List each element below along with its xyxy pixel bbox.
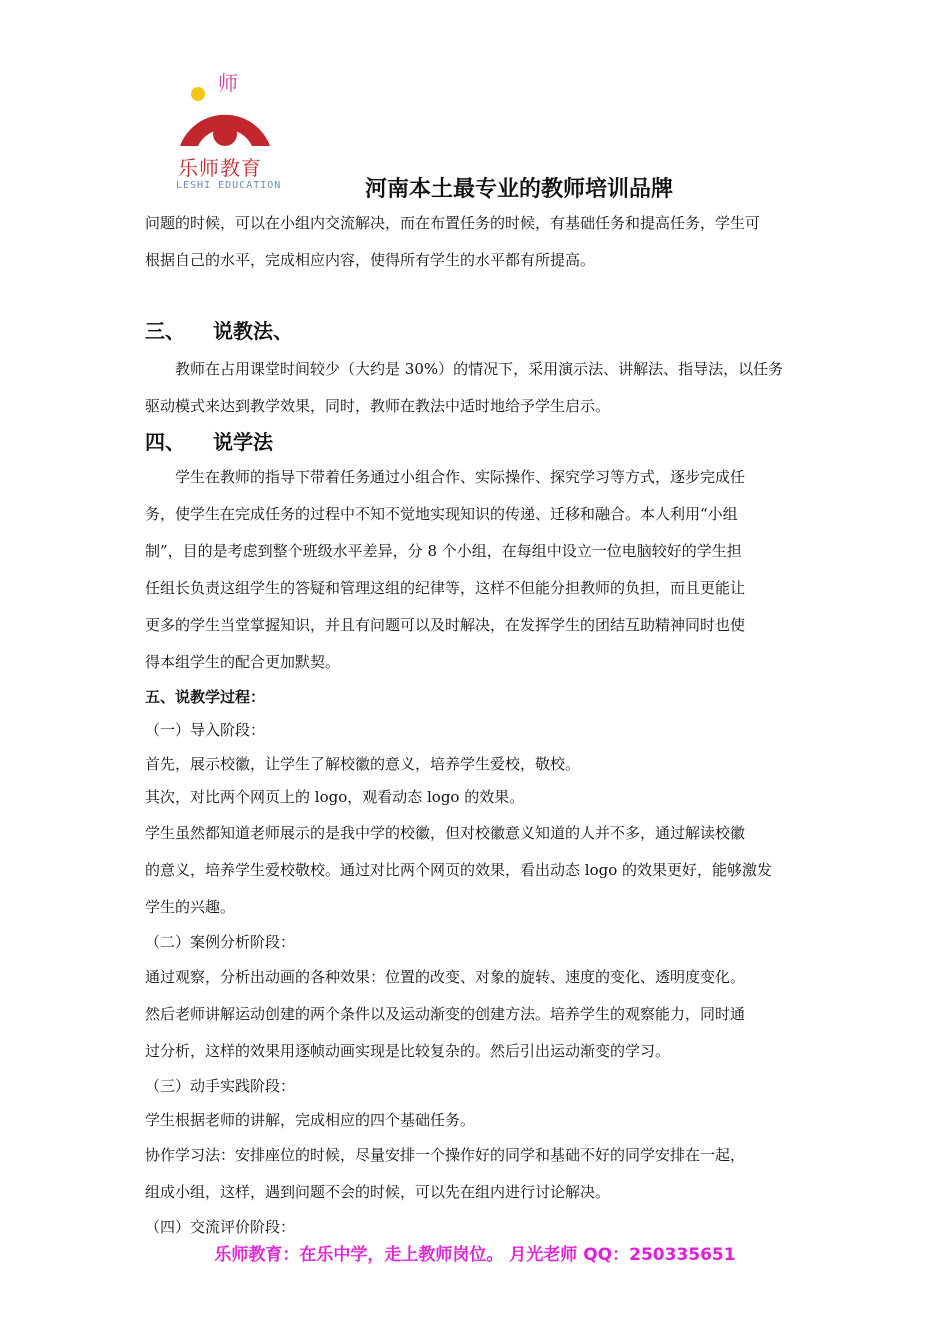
- stage-heading: （三）动手实践阶段：: [145, 1077, 296, 1095]
- stage-heading: （二）案例分析阶段：: [145, 932, 296, 951]
- logo-english: LESHI EDUCATION: [176, 180, 282, 191]
- paragraph-line: 根据自己的水平，完成相应内容，使得所有学生的水平都有所提高。: [145, 251, 596, 269]
- paragraph-line: 得本组学生的配合更加默契。: [145, 653, 341, 671]
- paragraph-line: 首先，展示校徽，让学生了解校徽的意义，培养学生爱校，敬校。: [145, 754, 581, 773]
- paragraph-line: 务，使学生在完成任务的过程中不知不觉地实现知识的传递、迁移和融合。本人利用“小组: [145, 505, 738, 523]
- logo-dot: [191, 87, 205, 101]
- paragraph-line: 学生在教师的指导下带着任务通过小组合作、实际操作、探究学习等方式，逐步完成任: [175, 468, 746, 486]
- paragraph-line: 组成小组，这样，遇到问题不会的时候，可以先在组内进行讨论解决。: [145, 1183, 611, 1201]
- section-title: 说教法、: [213, 319, 293, 343]
- logo: [170, 68, 290, 198]
- logo-head: [213, 122, 237, 146]
- stage-heading: （四）交流评价阶段：: [145, 1218, 296, 1236]
- section-number: 四、: [145, 430, 185, 454]
- paragraph-line: 制”，目的是考虑到整个班级水平差异，分 8 个小组，在每组中设立一位电脑较好的学生担: [145, 542, 742, 560]
- paragraph-line: 更多的学生当堂掌握知识，并且有问题可以及时解决，在发挥学生的团结互助精神同时也使: [145, 616, 746, 634]
- paragraph-line: 通过观察，分析出动画的各种效果：位置的改变、对象的旋转、速度的变化、透明度变化。: [145, 968, 746, 986]
- document-body: [145, 205, 807, 1245]
- paragraph-line: 然后老师讲解运动创建的两个条件以及运动渐变的创建方法。培养学生的观察能力，同时通: [145, 1005, 746, 1023]
- paragraph-line: 过分析，这样的效果用逐帧动画实现是比较复杂的。然后引出运动渐变的学习。: [145, 1042, 671, 1060]
- logo-chinese: 乐师教育: [178, 156, 262, 180]
- paragraph-line: 学生虽然都知道老师展示的是我中学的校徽，但对校徽意义知道的人并不多，通过解读校徽: [145, 823, 746, 842]
- paragraph-line: 的意义，培养学生爱校敬校。通过对比两个网页的效果，看出动态 logo 的效果更好，能够激发: [145, 860, 773, 879]
- paragraph-line: 教师在占用课堂时间较少（大约是 30%）的情况下，采用演示法、讲解法、指导法，以任务: [175, 360, 784, 378]
- paragraph-line: 问题的时候，可以在小组内交流解决，而在布置任务的时候，有基础任务和提高任务，学生可: [145, 214, 761, 232]
- header-title: 河南本土最专业的教师培训品牌: [365, 177, 674, 202]
- section-heading-4: [145, 425, 807, 459]
- paragraph-line: 任组长负责这组学生的答疑和管理这组的纪律等，这样不但能分担教师的负担，而且更能让: [145, 579, 746, 597]
- paragraph-line: 协作学习法：安排座位的时候，尽量安排一个操作好的同学和基础不好的同学安排在一起，: [145, 1146, 746, 1164]
- paragraph-line: 学生根据老师的讲解，完成相应的四个基础任务。: [145, 1110, 476, 1129]
- paragraph-line: 学生的兴趣。: [145, 897, 236, 916]
- logo-char: 师: [218, 71, 238, 95]
- footer-slogan: 乐师教育：在乐中学，走上教师岗位。 月光老师 QQ：250335651: [214, 1245, 736, 1265]
- section-title: 说学法: [213, 430, 273, 454]
- stage-heading: （一）导入阶段：: [145, 721, 266, 739]
- section-heading-5: 五、说教学过程：: [145, 688, 266, 706]
- section-number: 三、: [145, 319, 185, 343]
- logo-mark: [170, 68, 290, 158]
- paragraph-line: 其次，对比两个网页上的 logo，观看动态 logo 的效果。: [145, 788, 525, 806]
- section-heading-3: [145, 311, 807, 351]
- paragraph-line: 驱动模式来达到教学效果，同时，教师在教法中适时地给予学生启示。: [145, 397, 611, 415]
